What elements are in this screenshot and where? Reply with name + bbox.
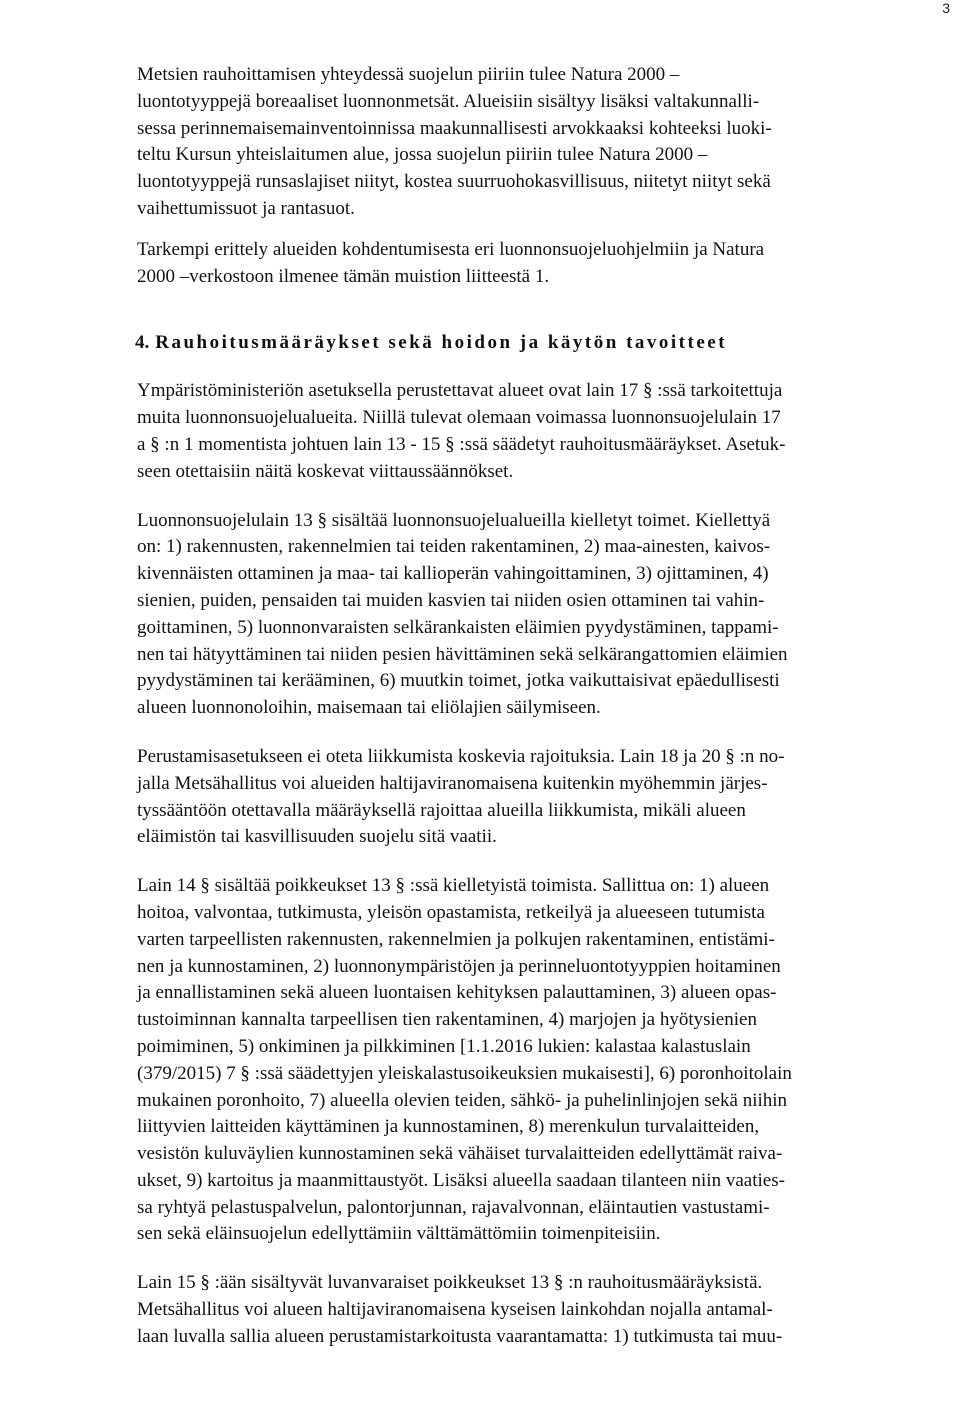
text-line: ja ennallistaminen sekä alueen luontaisen kehityksen palauttaminen, 3) alueen opas- — [137, 982, 777, 1004]
text-line: (379/2015) 7 § :ssä säädettyjen yleiskalastusoikeuksien mukaisesti], 6) poronhoitolain — [137, 1062, 792, 1084]
paragraph-appendix-reference — [137, 237, 947, 291]
text-line: sienien, puiden, pensaiden tai muiden kasvien tai niiden osien ottaminen tai vahin- — [137, 589, 765, 611]
text-line: tustoiminnan kannalta tarpeellisen tien rakentaminen, 4) marjojen ja hyötysienien — [137, 1009, 757, 1031]
text-line: Ympäristöministeriön asetuksella perustettavat alueet ovat lain 17 § :ssä tarkoitettuja — [137, 380, 783, 402]
section-number: 4. — [135, 332, 150, 354]
text-line: pyydystäminen tai kerääminen, 6) muutkin toimet, jotka vaikuttaisivat epäedullisesti — [137, 670, 780, 692]
text-line: 2000 –verkostoon ilmenee tämän muistion liitteestä 1. — [137, 265, 550, 287]
document-body — [137, 62, 947, 1351]
paragraph-permit-exceptions — [137, 1270, 947, 1350]
text-line: sen sekä eläinsuojelun edellyttämiin välttämättömiin toimenpiteisiin. — [137, 1223, 661, 1245]
text-line: liittyvien laitteiden käyttäminen ja kunnostaminen, 8) merenkulun turvalaitteiden, — [137, 1116, 760, 1138]
text-line: kivennäisten ottaminen ja maa- tai kallioperän vahingoittaminen, 3) ojittaminen, 4) — [137, 563, 769, 585]
text-line: goittaminen, 5) luonnonvaraisten selkärankaisten eläimien pyydystäminen, tappami- — [137, 616, 779, 638]
text-line: Lain 15 § :ään sisältyvät luvanvaraiset poikkeukset 13 § :n rauhoitusmääräyksistä. — [137, 1272, 763, 1294]
text-line: alueen luonnonoloihin, maisemaan tai eliölajien säilymiseen. — [137, 697, 601, 719]
text-line: luontotyyppejä boreaaliset luonnonmetsät. Alueisiin sisältyy lisäksi valtakunnalli- — [137, 90, 760, 112]
text-line: ukset, 9) kartoitus ja maanmittaustyöt. Lisäksi alueella saadaan tilanteen niin vaaties- — [137, 1169, 785, 1191]
text-line: eläimistön tai kasvillisuuden suojelu sitä vaatii. — [137, 826, 497, 848]
text-line: poimiminen, 5) onkiminen ja pilkkiminen [1.1.2016 lukien: kalastaa kalastuslain — [137, 1035, 751, 1057]
text-line: teltu Kursun yhteislaitumen alue, jossa suojelun piiriin tulee Natura 2000 – — [137, 144, 708, 166]
page-number: 3 — [942, 0, 950, 16]
paragraph-movement-restrictions — [137, 744, 947, 851]
paragraph-ministry-decree — [137, 378, 947, 485]
text-line: nen ja kunnostaminen, 2) luonnonympäristöjen ja perinneluontotyyppien hoitaminen — [137, 955, 781, 977]
text-line: varten tarpeellisten rakennusten, rakennelmien ja polkujen rakentaminen, entistämi- — [137, 928, 775, 950]
text-line: laan luvalla sallia alueen perustamistarkoitusta vaarantamatta: 1) tutkimusta tai muu- — [137, 1325, 783, 1347]
text-line: nen tai hätyyttäminen tai niiden pesien hävittäminen sekä selkärangattomien eläimien — [137, 643, 788, 665]
text-line: vaihettumissuot ja rantasuot. — [137, 197, 355, 219]
text-line: a § :n 1 momentista johtuen lain 13 - 15 § :ssä säädetyt rauhoitusmääräykset. Asetuk- — [137, 433, 786, 455]
text-line: Luonnonsuojelulain 13 § sisältää luonnonsuojelualueilla kielletyt toimet. Kiellettyä — [137, 509, 771, 531]
text-line: Perustamisasetukseen ei oteta liikkumista koskevia rajoituksia. Lain 18 ja 20 § :n no- — [137, 745, 785, 767]
paragraph-natura-intro — [137, 62, 947, 223]
text-line: seen otettaisiin näitä koskevat viittaussäännökset. — [137, 460, 514, 482]
text-line: tyssääntöön otettavalla määräyksellä rajoittaa alueilla liikkumista, mikäli alueen — [137, 799, 746, 821]
text-line: Lain 14 § sisältää poikkeukset 13 § :ssä kielletyistä toimista. Sallittua on: 1) alueen — [137, 875, 770, 897]
text-line: on: 1) rakennusten, rakennelmien tai teiden rakentaminen, 2) maa-ainesten, kaivos- — [137, 536, 771, 558]
text-line: muita luonnonsuojelualueita. Niillä tulevat olemaan voimassa luonnonsuojelulain 17 — [137, 407, 781, 429]
text-line: vesistön kuluväylien kunnostaminen sekä vähäiset turvalaitteiden edellyttämät raiva- — [137, 1143, 783, 1165]
text-line: mukainen poronhoito, 7) alueella olevien teiden, sähkö- ja puhelinlinjojen sekä niihin — [137, 1089, 788, 1111]
paragraph-prohibited-actions — [137, 508, 947, 722]
section-heading — [135, 330, 947, 356]
text-line: sa ryhtyä pelastuspalvelun, palontorjunnan, rajavalvonnan, eläintautien vastustami- — [137, 1196, 770, 1218]
section-title: Rauhoitusmääräykset sekä hoidon ja käytön tavoitteet — [155, 332, 728, 354]
text-line: Metsien rauhoittamisen yhteydessä suojelun piiriin tulee Natura 2000 – — [137, 64, 680, 85]
text-line: jalla Metsähallitus voi alueiden haltijaviranomaisena kuitenkin myöhemmin järjes- — [137, 772, 768, 794]
text-line: sessa perinnemaisemainventoinnissa maakunnallisesti arvokkaaksi kohteeksi luoki- — [137, 117, 772, 139]
text-line: Tarkempi erittely alueiden kohdentumisesta eri luonnonsuojeluohjelmiin ja Natura — [137, 238, 765, 260]
text-line: Metsähallitus voi alueen haltijaviranomaisena kyseisen lainkohdan nojalla antamal- — [137, 1299, 773, 1321]
text-line: hoitoa, valvontaa, tutkimusta, yleisön opastamista, retkeilyä ja alueeseen tutumista — [137, 901, 765, 923]
text-line: luontotyyppejä runsaslajiset niityt, kostea suurruohokasvillisuus, niitetyt niityt sekä — [137, 171, 771, 193]
paragraph-exceptions — [137, 873, 947, 1248]
